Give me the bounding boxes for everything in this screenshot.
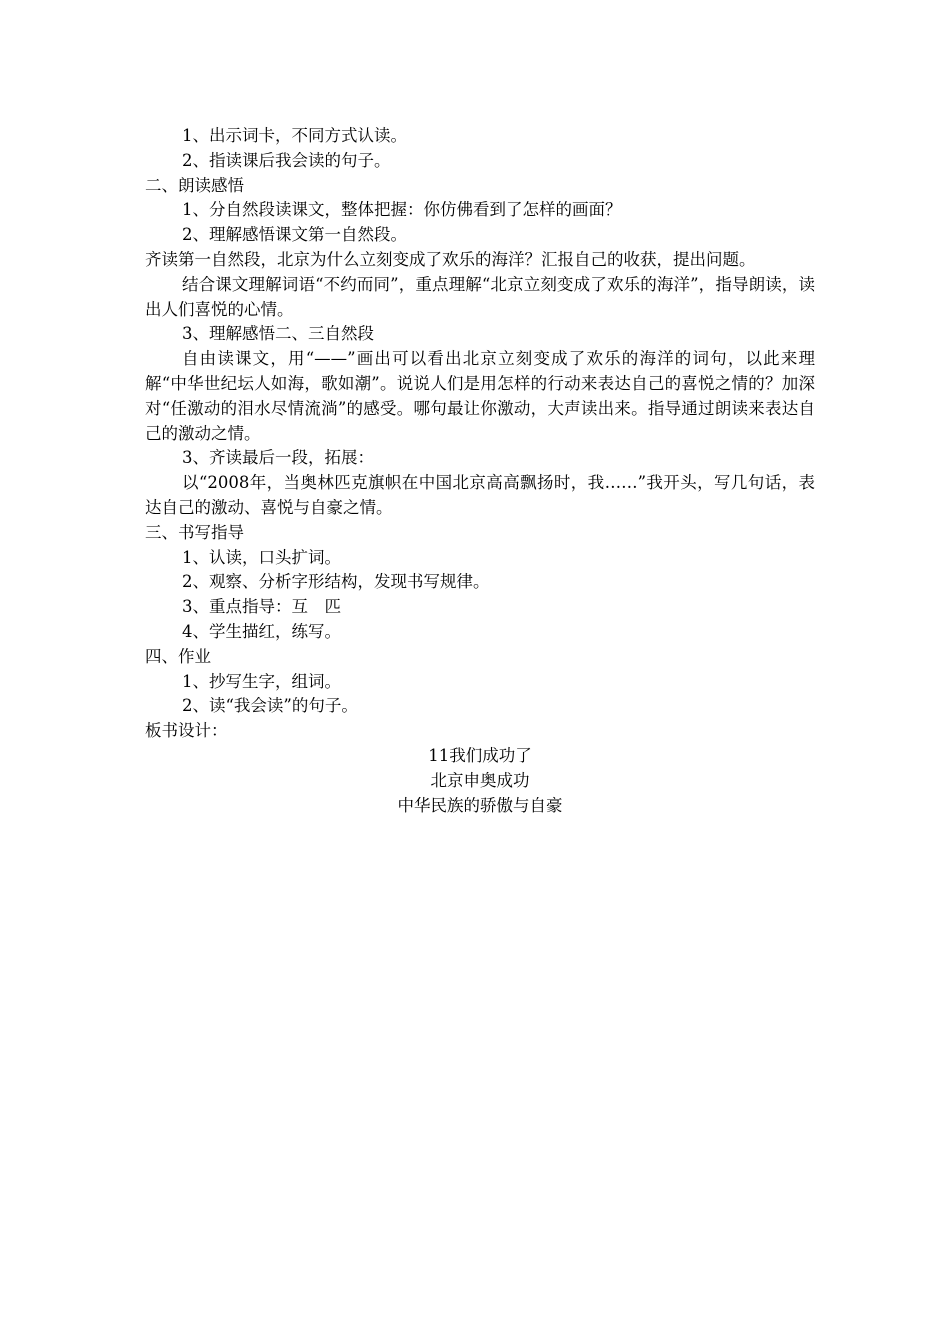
paragraph: 以“2008年，当奥林匹克旗帜在中国北京高高飘扬时，我……”我开头，写几句话，表达自己的激动、喜悦与自豪之情。	[145, 473, 815, 517]
paragraph: 2、理解感悟课文第一自然段。	[182, 225, 407, 245]
board-title: 11我们成功了	[428, 745, 532, 765]
paragraph: 1、抄写生字，组词。	[182, 671, 341, 691]
section-heading: 四、作业	[145, 646, 211, 666]
paragraph: 1、分自然段读课文，整体把握：你仿佛看到了怎样的画面？	[182, 200, 622, 220]
section-heading: 三、书写指导	[145, 522, 244, 542]
paragraph: 1、出示词卡，不同方式认读。	[182, 126, 407, 145]
paragraph: 2、观察、分析字形结构，发现书写规律。	[182, 572, 490, 592]
paragraph: 3、理解感悟二、三自然段	[182, 324, 374, 344]
section-heading: 板书设计：	[145, 721, 228, 741]
section-heading: 二、朗读感悟	[145, 175, 244, 195]
board-line: 北京申奥成功	[430, 770, 530, 790]
paragraph: 3、齐读最后一段，拓展：	[182, 448, 374, 468]
paragraph: 自由读课文，用“——”画出可以看出北京立刻变成了欢乐的海洋的词句，以此来理解“中华世纪坛人如海，歌如潮”。说说人们是用怎样的行动来表达自己的喜悦之情的？加深对“任激动的泪水尽情流淌”的感受。哪句最让你激动，大声读出来。指导通过朗读来表达自己的激动之情。	[145, 349, 815, 443]
paragraph: 结合课文理解词语“不约而同”，重点理解“北京立刻变成了欢乐的海洋”，指导朗读，读出人们喜悦的心情。	[145, 274, 815, 319]
paragraph: 2、读“我会读”的句子。	[182, 696, 358, 716]
paragraph: 齐读第一自然段，北京为什么立刻变成了欢乐的海洋？汇报自己的收获，提出问题。	[145, 249, 756, 269]
paragraph: 3、重点指导：互 匹	[182, 597, 341, 617]
board-line: 中华民族的骄傲与自豪	[397, 795, 563, 815]
paragraph: 4、学生描红，练写。	[182, 621, 341, 641]
paragraph: 2、指读课后我会读的句子。	[182, 150, 391, 170]
document-page	[145, 124, 815, 818]
paragraph: 1、认读，口头扩词。	[182, 547, 341, 567]
